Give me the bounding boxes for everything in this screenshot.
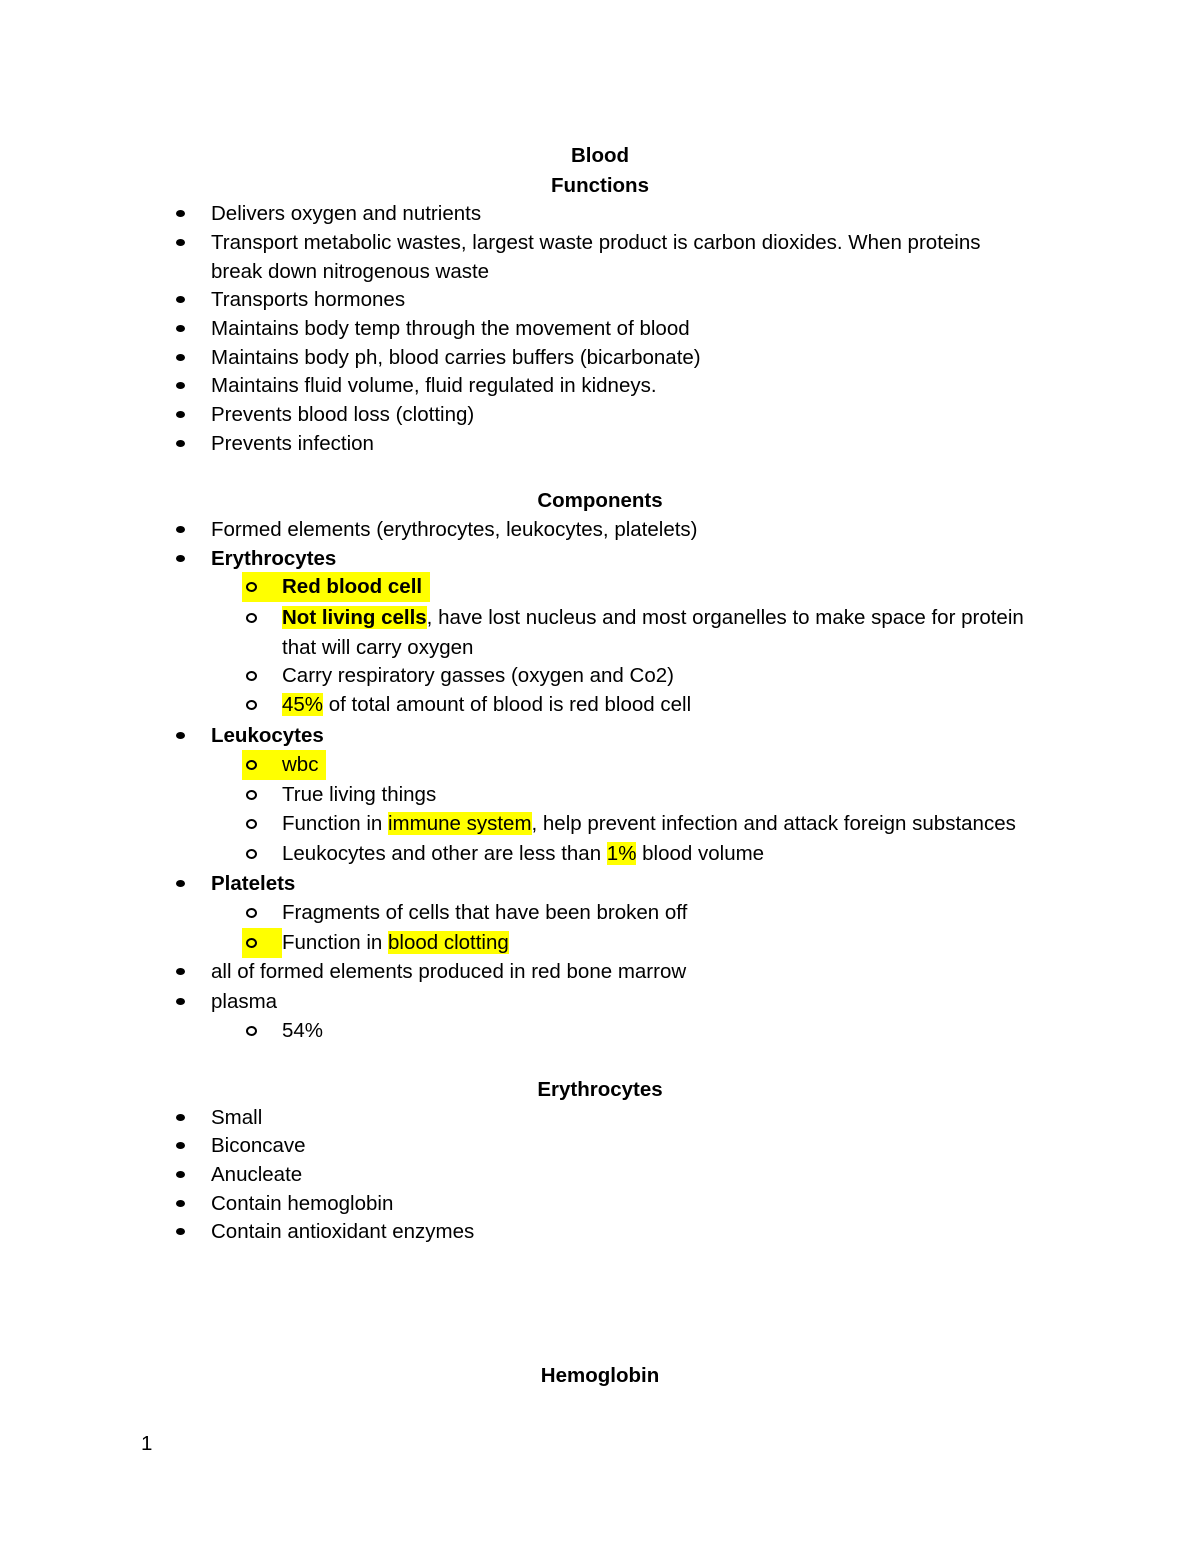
list-item-continuation: break down nitrogenous waste	[211, 260, 490, 283]
circle-bullet-icon	[246, 839, 257, 869]
list-item: Delivers oxygen and nutrients	[211, 202, 482, 225]
highlight-text: immune system	[387, 812, 532, 835]
platelets-label: Platelets	[211, 872, 296, 895]
sub-item-continuation: that will carry oxygen	[282, 636, 474, 659]
list-item: all of formed elements produced in red bone marrow	[211, 960, 687, 983]
bullet-icon	[176, 987, 185, 1017]
bullet-icon	[176, 957, 185, 987]
list-item: Maintains body temp through the movement of blood	[211, 317, 690, 340]
bullet-icon	[176, 869, 185, 899]
highlight-text: Not living cells	[282, 606, 427, 629]
sub-item-text: Function in	[282, 931, 388, 954]
document-title: Blood	[570, 144, 630, 167]
highlight-text: 45%	[282, 693, 324, 716]
circle-bullet-icon	[246, 938, 257, 948]
page-number: 1	[141, 1432, 153, 1455]
bullet-icon	[176, 515, 185, 545]
list-item: Prevents infection	[211, 432, 374, 455]
list-item: Prevents blood loss (clotting)	[211, 403, 475, 426]
sub-item-text: Function in	[282, 812, 388, 835]
sub-item: Fragments of cells that have been broken off	[282, 901, 688, 924]
sub-item	[282, 928, 509, 958]
bullet-icon	[176, 721, 185, 751]
list-item: Biconcave	[211, 1134, 306, 1157]
circle-bullet-icon	[246, 809, 257, 839]
bullet-icon	[176, 1217, 185, 1247]
bullet-icon	[176, 1131, 185, 1161]
highlighted-sub-item	[246, 750, 326, 780]
list-item: Formed elements (erythrocytes, leukocytes, platelets)	[211, 518, 698, 541]
sub-item-text: of total amount of blood is red blood cell	[323, 693, 692, 716]
circle-bullet-icon	[246, 690, 257, 720]
sub-item	[282, 839, 764, 869]
bullet-icon	[176, 228, 185, 258]
components-heading: Components	[537, 489, 663, 512]
sub-item-text: blood volume	[636, 842, 765, 865]
bullet-icon	[176, 429, 185, 459]
bullet-icon	[176, 400, 185, 430]
bullet-icon	[176, 1103, 185, 1133]
hemoglobin-heading: Hemoglobin	[540, 1364, 660, 1387]
list-item: Contain antioxidant enzymes	[211, 1220, 475, 1243]
list-item: Transport metabolic wastes, largest waste product is carbon dioxides. When proteins	[211, 231, 981, 254]
list-item: Contain hemoglobin	[211, 1192, 394, 1215]
erythrocytes-heading: Erythrocytes	[537, 1078, 663, 1101]
functions-heading: Functions	[551, 174, 649, 197]
bullet-icon	[176, 285, 185, 315]
list-item: Maintains fluid volume, fluid regulated in kidneys.	[211, 374, 657, 397]
sub-item-text: wbc	[282, 753, 319, 776]
sub-item: 54%	[282, 1019, 324, 1042]
erythrocytes-label: Erythrocytes	[211, 547, 337, 570]
leukocytes-label: Leukocytes	[211, 724, 324, 747]
bullet-icon	[176, 1189, 185, 1219]
bullet-icon	[176, 1160, 185, 1190]
circle-bullet-icon	[246, 661, 257, 691]
circle-bullet-icon	[246, 1016, 257, 1046]
circle-bullet-icon	[246, 780, 257, 810]
sub-item	[282, 603, 1024, 633]
sub-item-text: Red blood cell	[282, 575, 423, 598]
list-item: Anucleate	[211, 1163, 303, 1186]
sub-item: Carry respiratory gasses (oxygen and Co2)	[282, 664, 674, 687]
circle-bullet-icon	[246, 603, 257, 633]
list-item: Transports hormones	[211, 288, 406, 311]
sub-item	[282, 809, 1016, 839]
circle-bullet-icon	[246, 582, 257, 592]
sub-item-text: , help prevent infection and attack foreign substances	[531, 812, 1016, 835]
circle-bullet-icon	[246, 898, 257, 928]
sub-item-text: , have lost nucleus and most organelles to make space for protein	[426, 606, 1024, 629]
sub-item: True living things	[282, 783, 437, 806]
circle-bullet-icon	[246, 760, 257, 770]
list-item: plasma	[211, 990, 278, 1013]
bullet-icon	[176, 343, 185, 373]
bullet-icon	[176, 199, 185, 229]
highlighted-sub-item	[246, 572, 430, 602]
highlight-text: 1%	[606, 842, 637, 865]
bullet-icon	[176, 371, 185, 401]
bullet-icon	[176, 544, 185, 574]
list-item: Small	[211, 1106, 263, 1129]
highlighted-sub-item	[246, 928, 282, 958]
sub-item-text: Leukocytes and other are less than	[282, 842, 607, 865]
highlight-text: blood clotting	[387, 931, 509, 954]
list-item: Maintains body ph, blood carries buffers (bicarbonate)	[211, 346, 701, 369]
bullet-icon	[176, 314, 185, 344]
sub-item	[282, 690, 691, 720]
